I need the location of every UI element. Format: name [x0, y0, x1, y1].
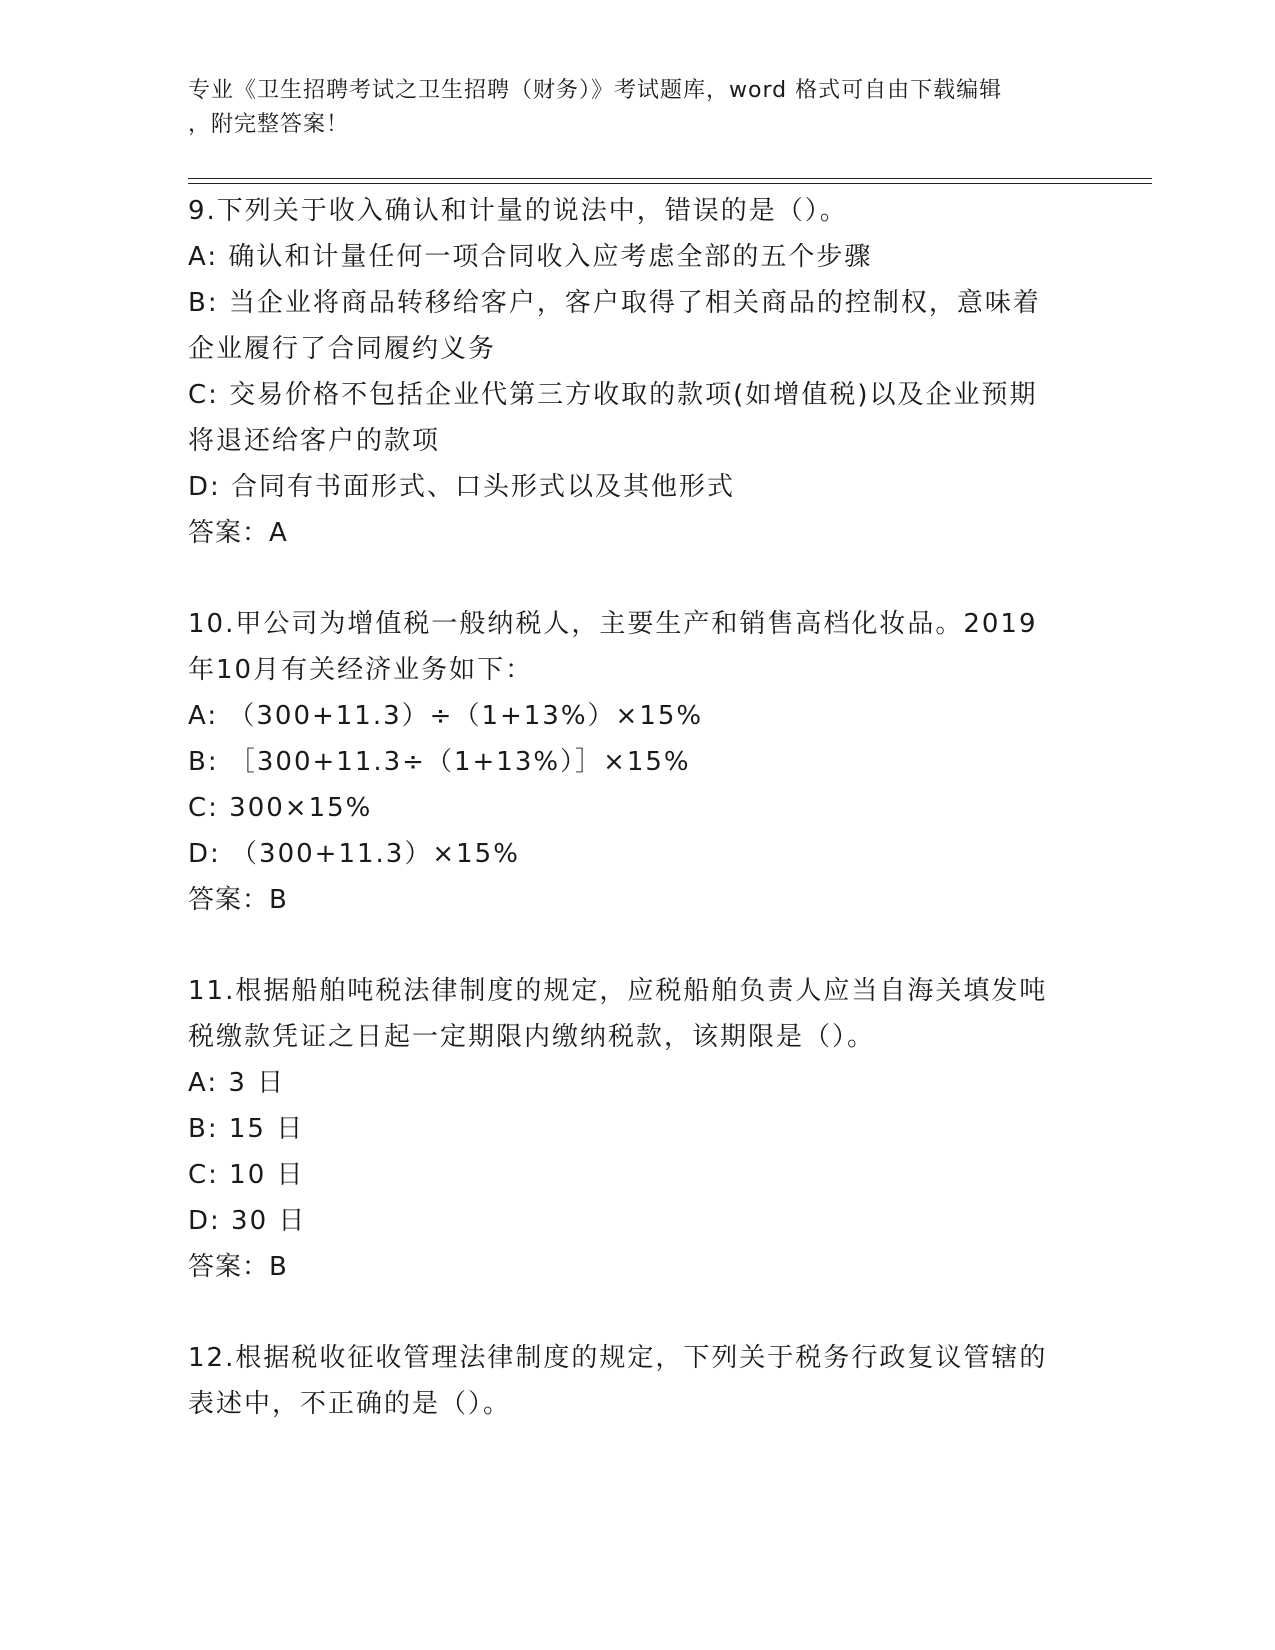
document-header: [188, 74, 1068, 142]
header-line-2: ，附完整答案！: [188, 112, 350, 137]
option-d: D: 合同有书面形式、口头形式以及其他形式: [188, 472, 736, 502]
option-d: D: （300+11.3）×15%: [188, 839, 520, 869]
option-a: A: 确认和计量任何一项合同收入应考虑全部的五个步骤: [188, 242, 873, 272]
question-11: [188, 968, 1088, 1290]
answer: 答案：B: [188, 1252, 288, 1282]
header-divider-top: [188, 178, 1152, 179]
question-12: [188, 1335, 1088, 1427]
question-text: 11.根据船舶吨税法律制度的规定，应税船舶负责人应当自海关填发吨: [188, 976, 1048, 1006]
question-text: 9.下列关于收入确认和计量的说法中，错误的是（）。: [188, 196, 848, 226]
question-text-continued: 表述中，不正确的是（）。: [188, 1389, 512, 1419]
answer: 答案：A: [188, 518, 288, 548]
option-b-continued: 企业履行了合同履约义务: [188, 334, 497, 364]
option-a: A: 3 日: [188, 1068, 286, 1098]
option-b: B: 15 日: [188, 1114, 305, 1144]
option-c-continued: 将退还给客户的款项: [188, 426, 441, 456]
answer: 答案：B: [188, 885, 288, 915]
option-b: B: 当企业将商品转移给客户，客户取得了相关商品的控制权，意味着: [188, 288, 1041, 318]
question-list: [188, 188, 1088, 1427]
question-9: [188, 188, 1088, 556]
question-text: 12.根据税收征收管理法律制度的规定，下列关于税务行政复议管辖的: [188, 1343, 1048, 1373]
option-d: D: 30 日: [188, 1206, 307, 1236]
question-text-continued: 税缴款凭证之日起一定期限内缴纳税款，该期限是（）。: [188, 1022, 876, 1052]
header-line-1: 专业《卫生招聘考试之卫生招聘（财务）》考试题库，word 格式可自由下载编辑: [188, 78, 1003, 103]
option-c: C: 300×15%: [188, 793, 373, 823]
question-text: 10.甲公司为增值税一般纳税人，主要生产和销售高档化妆品。2019: [188, 609, 1038, 639]
question-text-continued: 年10月有关经济业务如下：: [188, 655, 534, 685]
option-c: C: 交易价格不包括企业代第三方收取的款项(如增值税)以及企业预期: [188, 380, 1038, 410]
question-10: [188, 601, 1088, 923]
option-b: B: ［300+11.3÷（1+13%）］×15%: [188, 747, 691, 777]
option-c: C: 10 日: [188, 1160, 305, 1190]
option-a: A: （300+11.3）÷（1+13%）×15%: [188, 701, 704, 731]
header-divider-bottom: [188, 183, 1152, 184]
